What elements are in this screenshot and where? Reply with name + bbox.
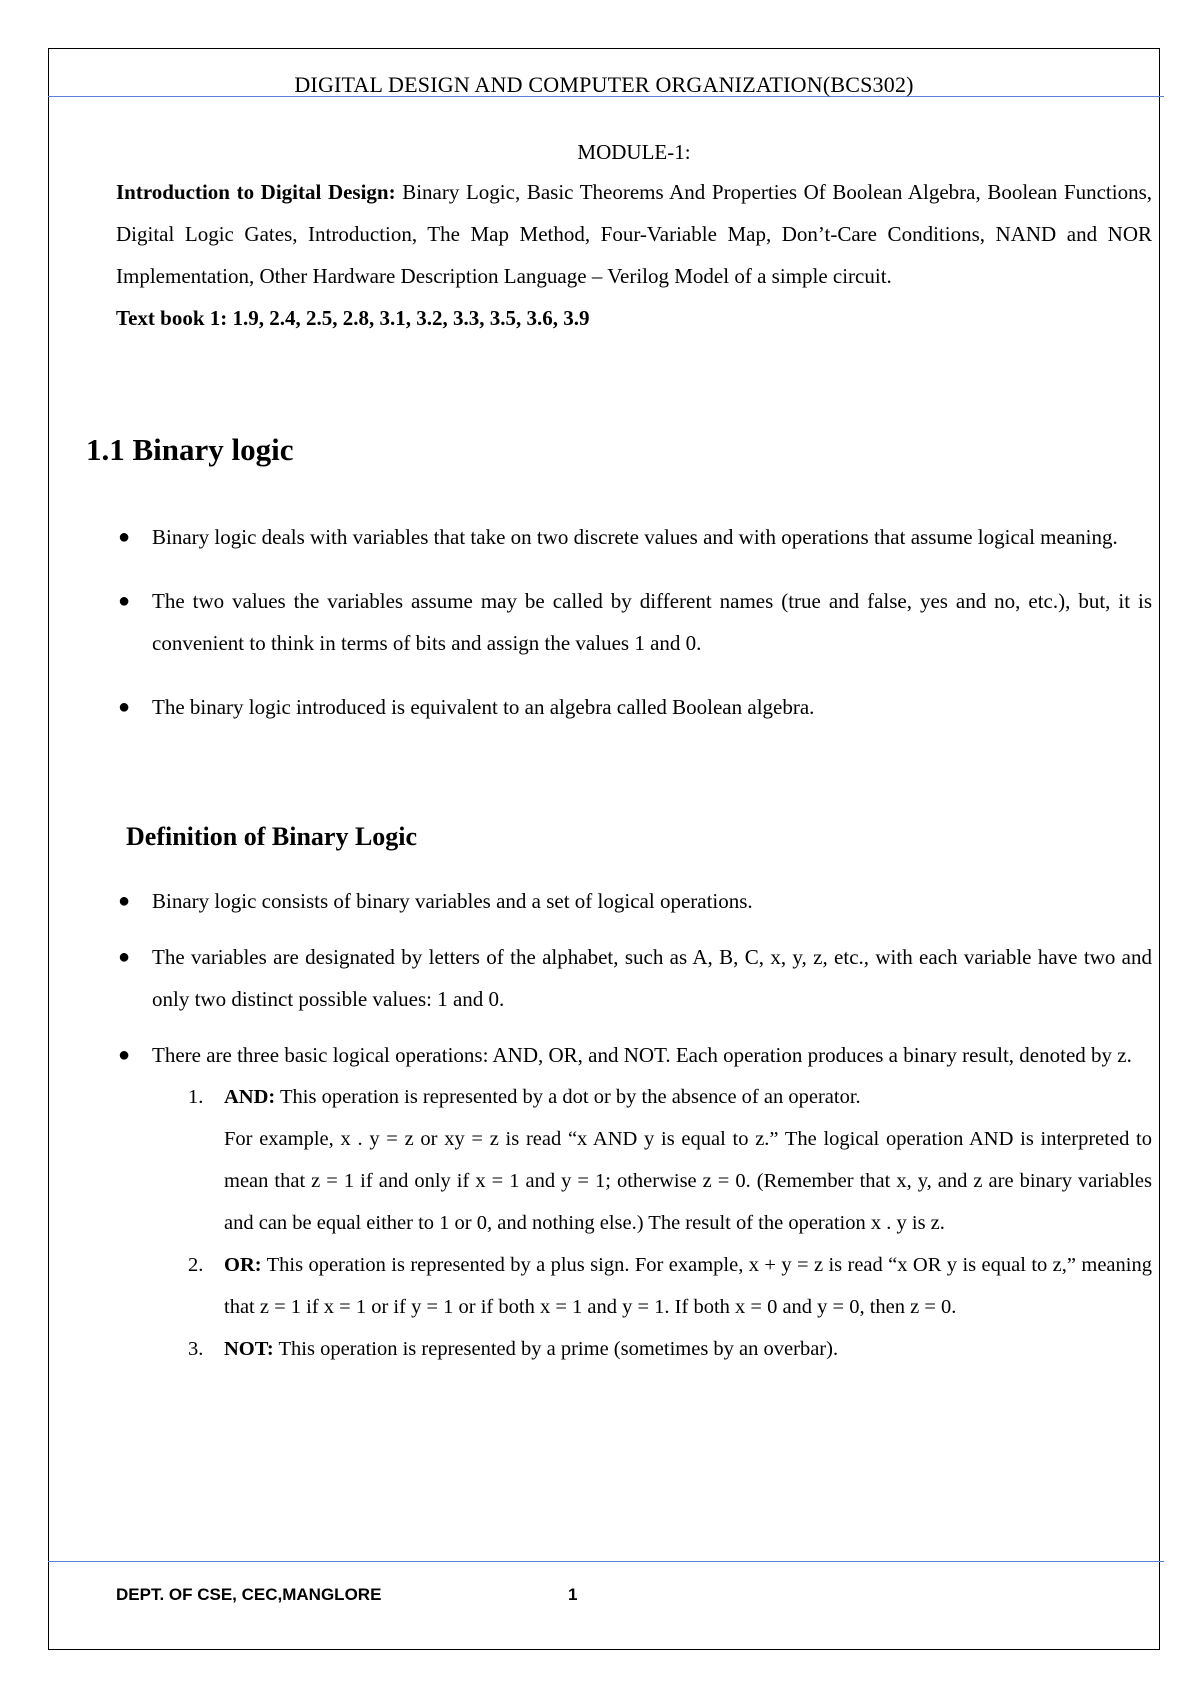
bullet-icon: ● <box>118 526 131 548</box>
list-item: ● The binary logic introduced is equivalent to an algebra called Boolean algebra. <box>116 686 1152 728</box>
intro-text: Binary Logic, Basic Theorems And Properties Of Boolean Algebra, Boolean Functions, Digital Logic Gates, Introduction, The Map Method, Four-Variable Map, Don’t-Care Conditions, NAND and NOR Implementation, Other Hardware Description Language – Verilog Model of a simple circuit. <box>116 180 1152 288</box>
bullet-icon: ● <box>118 696 131 718</box>
list-item: ● The variables are designated by letters of the alphabet, such as A, B, C, x, y, z, etc., with each variable have two and only two distinct possible values: 1 and 0. <box>116 936 1152 1020</box>
operations-list <box>188 1076 1152 1370</box>
section-heading: 1.1 Binary logic <box>86 432 294 467</box>
operation-item: 3. NOT: This operation is represented by a prime (sometimes by an overbar). <box>188 1338 839 1360</box>
intro-label: Introduction to Digital Design: <box>116 180 396 204</box>
list-item: ● The two values the variables assume may be called by different names (true and false, yes and no, etc.), but, it is convenient to think in terms of bits and assign the values 1 and 0. <box>116 580 1152 664</box>
bullet-icon: ● <box>118 946 131 968</box>
running-header: DIGITAL DESIGN AND COMPUTER ORGANIZATION(BCS302) <box>294 72 914 97</box>
binary-logic-bullets <box>116 516 1152 728</box>
list-item: ● Binary logic deals with variables that take on two discrete values and with operations that assume logical meaning. <box>116 516 1152 558</box>
page-number: 1 <box>568 1585 578 1604</box>
subsection-heading: Definition of Binary Logic <box>126 822 418 851</box>
footer-rule <box>48 1561 1164 1562</box>
bullet-icon: ● <box>118 590 131 612</box>
bullet-icon: ● <box>118 1044 131 1066</box>
operation-item: 1. AND: This operation is represented by a dot or by the absence of an operator. For example, x . y = z or xy = z is read “x AND y is equal to z.” The logical operation AND is interpreted to mean that z = 1 if and only if x = 1 and y = 1; otherwise z = 0. (Remember that x, y, and z are binary variables and can be equal either to 1 or 0, and nothing else.) The result of the operation x . y is z. <box>188 1086 1152 1234</box>
footer-department: DEPT. OF CSE, CEC,MANGLORE <box>116 1585 382 1604</box>
operation-item: 2. OR: This operation is represented by a plus sign. For example, x + y = z is read “x OR y is equal to z,” meaning that z = 1 if x = 1 or if y = 1 or if both x = 1 and y = 1. If both x = 0 and y = 0, then z = 0. <box>188 1254 1152 1318</box>
list-item: ● There are three basic logical operations: AND, OR, and NOT. Each operation produces a binary result, denoted by z. 1. AND: This operation is represented by a dot or by the absence of an operator. For example, x . y = z or xy = z is read “x AND y is equal to z.” The logical operation AND is interpreted to mean that z = 1 if and only if x = 1 and y = 1; otherwise z = 0. (Remember that x, y, and z are binary variables and can be equal either to 1 or 0, and nothing else.) The result of the operation x . y is z. 2. OR: This operation is represented by a plus sign. For example, x + y = z is read “x OR y is equal to z,” meaning that z = 1 if x = 1 or if y = 1 or if both x = 1 and y = 1. If both x = 0 and y = 0, then z = 0. 3. NOT: This operation is represented by a prime (sometimes by an overbar). <box>116 1034 1152 1370</box>
module-intro <box>116 171 1152 297</box>
module-block <box>116 140 1152 339</box>
definition-bullets <box>116 880 1152 1370</box>
textbook-references: Text book 1: 1.9, 2.4, 2.5, 2.8, 3.1, 3.2, 3.3, 3.5, 3.6, 3.9 <box>116 306 590 330</box>
bullet-icon: ● <box>118 890 131 912</box>
list-item: ● Binary logic consists of binary variables and a set of logical operations. <box>116 880 1152 922</box>
module-title: MODULE-1: <box>577 140 691 164</box>
